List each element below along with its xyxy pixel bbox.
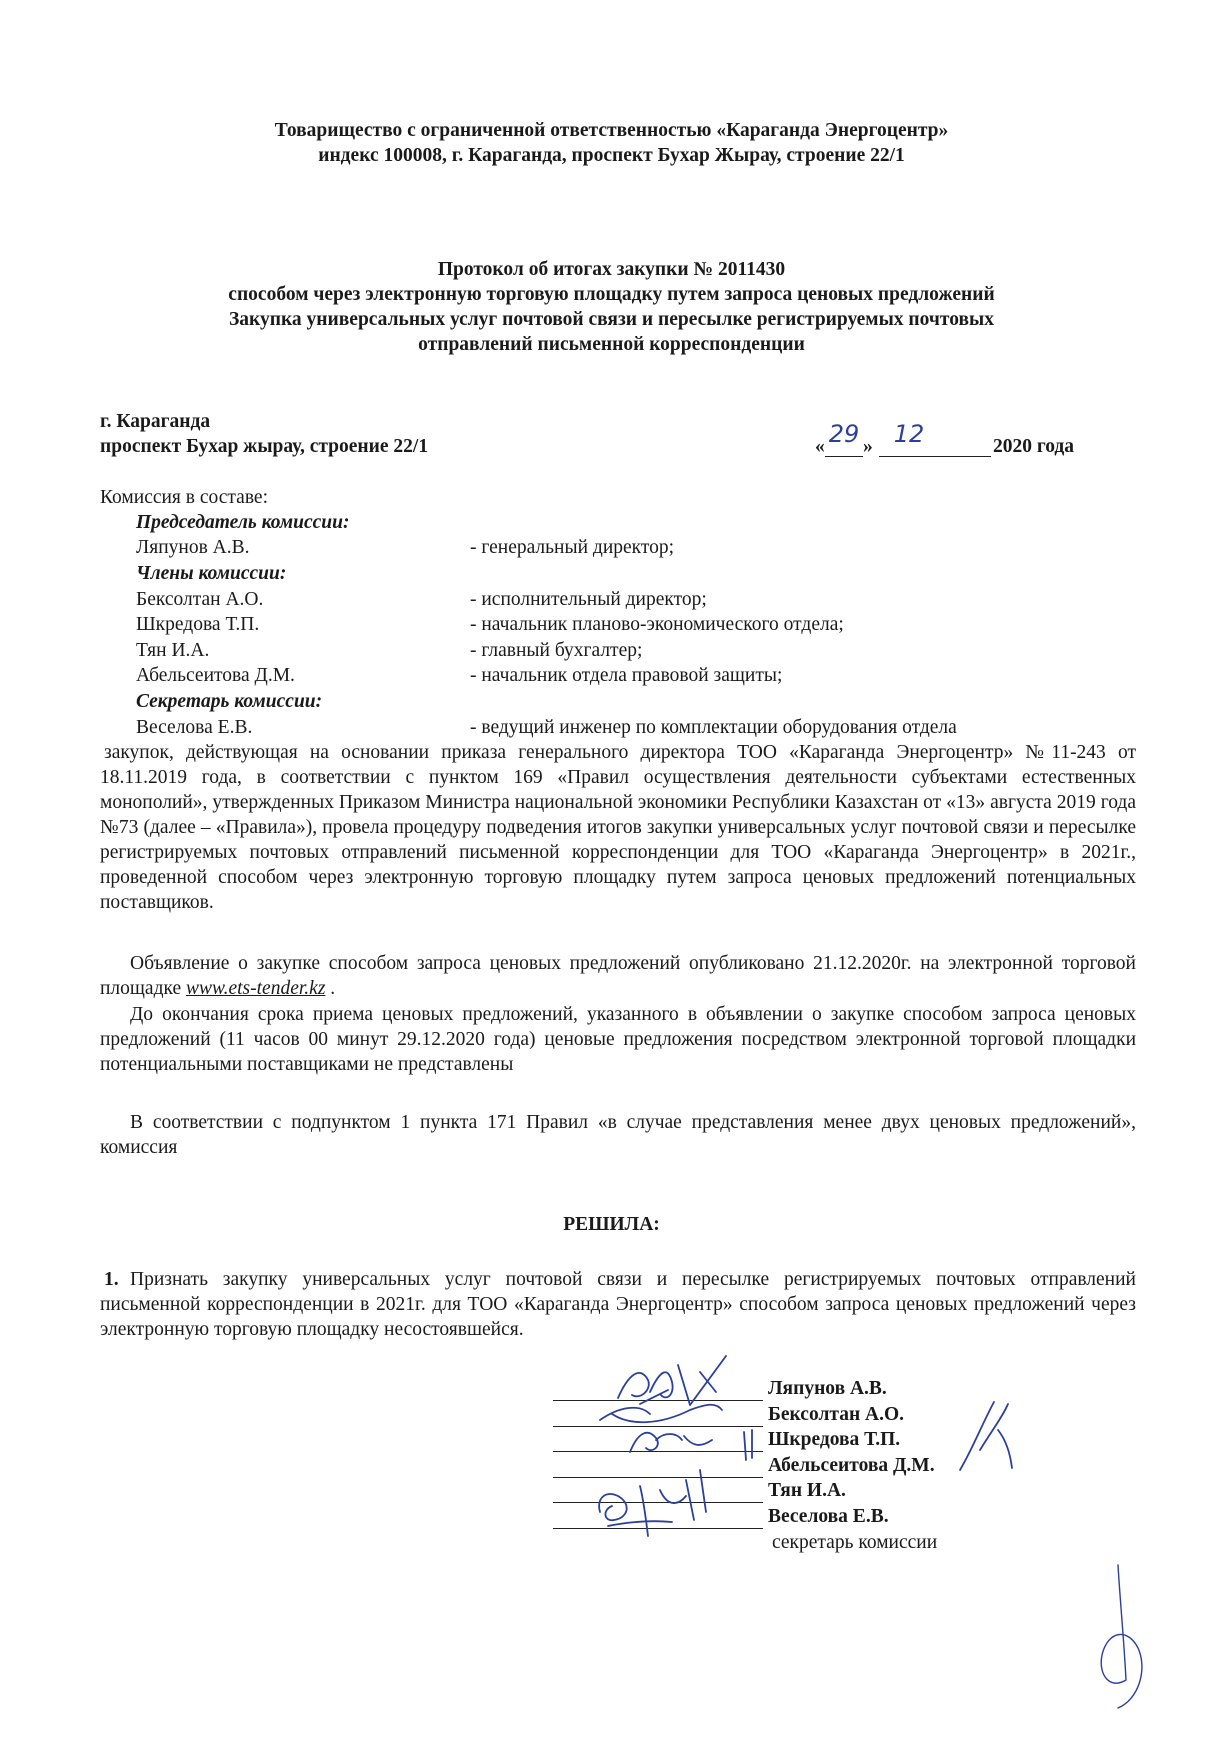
place-street: проспект Бухар жырау, строение 22/1 [100,436,429,457]
secretary-caption: секретарь комиссии [772,1532,938,1553]
protocol-subtitle-subject-1: Закупка универсальных услуг почтовой связи и пересылке регистрируемых почтовых [228,309,994,330]
signature-lyapunov-icon [618,1356,726,1405]
decision-heading: РЕШИЛА: [563,1214,660,1235]
secretary-heading: Секретарь комиссии: [136,691,323,712]
ets-tender-link[interactable]: www.ets-tender.kz [186,978,326,999]
secretary-name: Веселова Е.В. [136,717,253,738]
member-name: Шкредова Т.П. [136,614,260,635]
secretary-role: - ведущий инженер по комплектации оборудования отдела [470,717,957,738]
member-name: Бексолтан А.О. [136,589,264,610]
member-role: - начальник планово-экономического отдела; [470,614,844,635]
signature-abelseitova-icon [960,1402,1012,1470]
members-heading: Члены комиссии: [136,563,287,584]
body-paragraph-3: До окончания срока приема ценовых предложений, указанного в объявлении о закупке способом запроса ценовых предложений (11 часов 00 минут 29.12.2020 года) ценовые предложения посредством электронной торговой площадки потенциальными поставщиками не представлены [100,1004,1136,1075]
body-paragraph-4: В соответствии с подпунктом 1 пункта 171 Правил «в случае представления менее двух ценовых предложений», комиссия [100,1112,1136,1158]
member-role: - начальник отдела правовой защиты; [470,665,783,686]
signature-shkredova-icon [630,1430,752,1460]
member-name: Тян И.А. [136,640,210,661]
chair-name: Ляпунов А.В. [136,537,250,558]
commission-intro: Комиссия в составе: [100,487,268,508]
member-role: - исполнительный директор; [470,589,707,610]
protocol-subtitle-method: способом через электронную торговую площадку путем запроса ценовых предложений [228,284,995,305]
date-open-quote: « [815,436,825,457]
decision-item-text: Признать закупку универсальных услуг почтовой связи и пересылке регистрируемых почтовых отправлений письменной корреспонденции в 2021г. для ТОО «Караганда Энергоцентр» способом запроса ценовых предложений через электронную торговую площадку несостоявшейся. [100,1269,1136,1340]
chair-heading: Председатель комиссии: [136,512,350,533]
chair-role: - генеральный директор; [470,537,675,558]
member-name: Абельсеитова Д.М. [136,665,295,686]
decision-item-number: 1. [104,1269,119,1290]
place-city: г. Караганда [100,411,211,432]
date-close-quote: » [863,436,873,457]
signatory-name: Шкредова Т.П. [768,1429,901,1450]
date-month-handwritten: 12 [893,420,925,448]
announcement-text: Объявление о закупке способом запроса ценовых предложений опубликовано 21.12.2020г. на электронной торговой площадке [100,953,1136,999]
signatory-name: Ляпунов А.В. [768,1378,887,1399]
protocol-subtitle-subject-2: отправлений письменной корреспонденции [418,334,805,355]
member-role: - главный бухгалтер; [470,640,643,661]
org-name: Товарищество с ограниченной ответственностью «Караганда Энергоцентр» [274,120,949,141]
date-year: 2020 года [993,436,1075,457]
signature-tyan-veselova-icon [599,1470,706,1536]
signatory-name: Бексолтан А.О. [768,1404,905,1425]
date-day-handwritten: 29 [828,420,860,448]
body-paragraph-1: закупок, действующая на основании приказа генерального директора ТОО «Караганда Энергоцентр» №11-243 от 18.11.2019 года, в соответствии с пунктом 169 «Правил осуществления деятельности субъектами естественных монополий», утвержденных Приказом Министра национальной экономики Республики Казахстан от «13» августа 2019 года №73 (далее – «Правила»), провела процедуру подведения итогов закупки универсальных услуг почтовой связи и пересылке регистрируемых почтовых отправлений письменной корреспонденции для ТОО «Караганда Энергоцентр» в 2021г., проведенной способом через электронную торговую площадку путем запроса ценовых предложений потенциальных поставщиков. [100,742,1136,913]
protocol-title: Протокол об итогах закупки № 2011430 [437,259,786,280]
margin-initial-icon [1101,1565,1142,1708]
signatory-name: Тян И.А. [768,1480,846,1501]
signatory-name: Веселова Е.В. [768,1506,889,1527]
org-address: индекс 100008, г. Караганда, проспект Бухар Жырау, строение 22/1 [318,145,905,166]
announcement-period: . [330,978,336,999]
signatory-name: Абельсеитова Д.М. [768,1455,935,1476]
